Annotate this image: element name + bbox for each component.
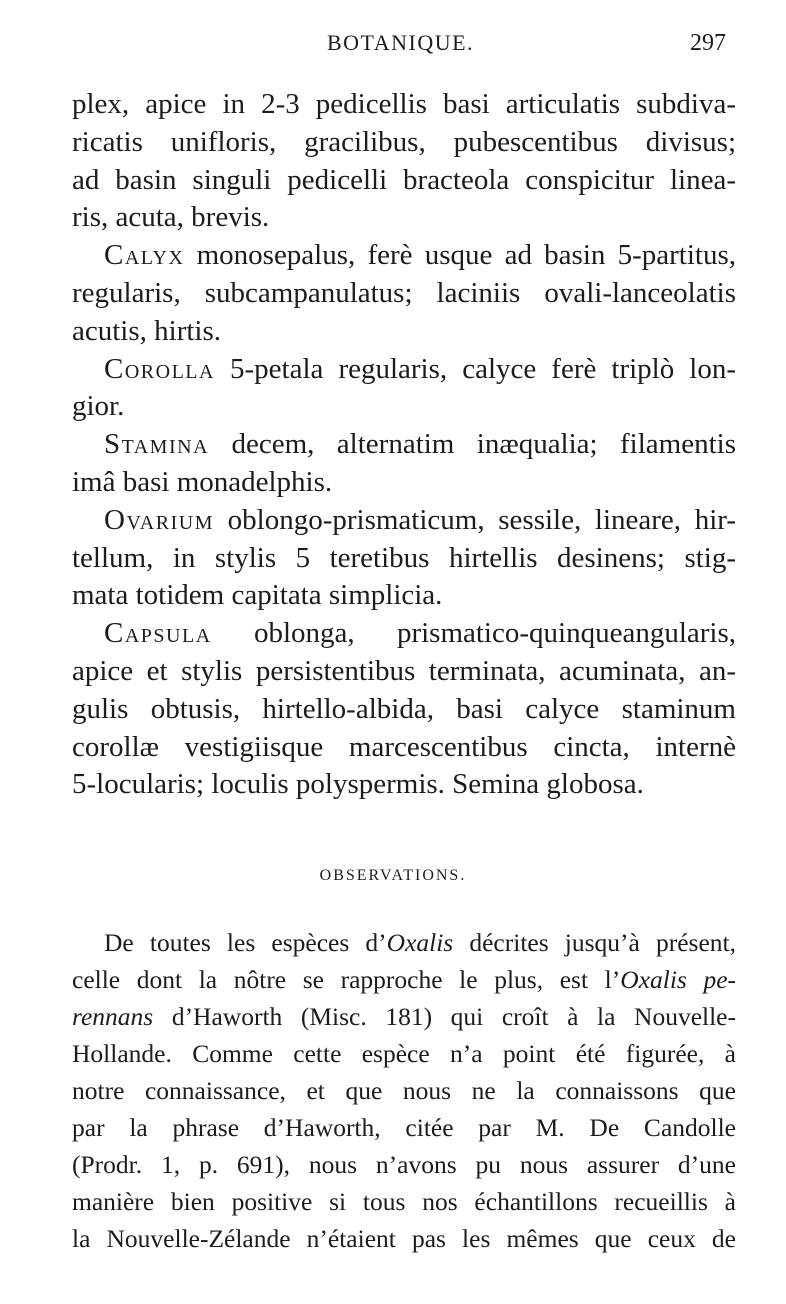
text-line: la Nouvelle-Zélande n’étaient pas les mêmes que ceux de xyxy=(72,1224,736,1253)
text-line: par la phrase d’Haworth, citée par M. De Candolle xyxy=(72,1113,736,1142)
text-run: celle dont la nôtre se rapproche le plus, est l’ xyxy=(72,965,621,994)
text-line: (Prodr. 1, p. 691), nous n’avons pu nous assurer d’une xyxy=(72,1150,736,1179)
text-line: gior. xyxy=(72,390,125,423)
taxon-name: rennans xyxy=(72,1002,154,1031)
taxon-name: Oxalis xyxy=(386,928,454,957)
text-line: ad basin singuli pedicelli bracteola conspicitur linea- xyxy=(72,163,736,196)
text-line: notre connaissance, et que nous ne la connaissons que xyxy=(72,1076,736,1105)
calyx-term: Calyx xyxy=(104,239,185,272)
text-run: oblongo-prismaticum, sessile, lineare, hir- xyxy=(213,503,736,536)
text-line: plex, apice in 2-3 pedicellis basi articulatis subdiva- xyxy=(72,88,736,120)
text-line: ris, acuta, brevis. xyxy=(72,201,270,234)
text-line: 5-locularis; loculis polyspermis. Semina globosa. xyxy=(72,768,644,801)
text-line: apice et stylis persistentibus terminata, acuminata, an- xyxy=(72,654,736,687)
observations-heading: OBSERVATIONS. xyxy=(319,867,467,884)
ovarium-paragraph-start xyxy=(72,502,736,540)
text-run: De toutes les espèces d’ xyxy=(104,928,387,957)
capsula-term: Capsula xyxy=(104,617,212,650)
stamina-paragraph-start xyxy=(72,426,736,464)
text-line: regularis, subcampanulatus; laciniis ovali-lanceolatis xyxy=(72,276,736,309)
text-line: gulis obtusis, hirtello-albida, basi calyce staminum xyxy=(72,692,736,725)
page-header xyxy=(0,30,786,62)
species-description xyxy=(72,86,736,804)
observations-heading-wrap xyxy=(0,867,786,885)
text-line xyxy=(72,998,736,1035)
text-line: Hollande. Comme cette espèce n’a point été figurée, à xyxy=(72,1039,736,1068)
text-run: d’Haworth (Misc. 181) qui croît à la Nouvelle- xyxy=(153,1002,736,1031)
observations-text xyxy=(72,924,736,1257)
text-line: imâ basi monadelphis. xyxy=(72,465,333,498)
running-head: BOTANIQUE. xyxy=(327,30,475,55)
text-line: manière bien positive si tous nos échantillons recueillis à xyxy=(72,1187,736,1216)
text-run: décrites jusqu’à présent, xyxy=(453,928,736,957)
taxon-name: Oxalis pe- xyxy=(620,965,737,994)
text-line: tellum, in stylis 5 teretibus hirtellis desinens; stig- xyxy=(72,541,736,574)
text-line xyxy=(72,961,736,998)
corolla-term: Corolla xyxy=(104,352,215,385)
corolla-paragraph-start xyxy=(72,351,736,389)
text-run: monosepalus, ferè usque ad basin 5-partitus, xyxy=(184,239,736,272)
text-line: ricatis unifloris, gracilibus, pubescentibus divisus; xyxy=(72,125,736,158)
page-number: 297 xyxy=(690,30,726,56)
text-line: acutis, hirtis. xyxy=(72,314,222,347)
capsula-paragraph-start xyxy=(72,615,736,653)
text-line xyxy=(72,924,736,961)
text-line: mata totidem capitata simplicia. xyxy=(72,579,443,612)
stamina-term: Stamina xyxy=(104,428,210,461)
text-run: oblonga, prismatico-quinqueangularis, xyxy=(211,617,736,650)
text-run: decem, alternatim inæqualia; filamentis xyxy=(209,428,736,461)
calyx-paragraph-start xyxy=(72,237,736,275)
text-run: 5-petala regularis, calyce ferè triplò lon- xyxy=(214,352,736,385)
text-line: corollæ vestigiisque marcescentibus cincta, internè xyxy=(72,730,736,763)
ovarium-term: Ovarium xyxy=(104,503,214,536)
